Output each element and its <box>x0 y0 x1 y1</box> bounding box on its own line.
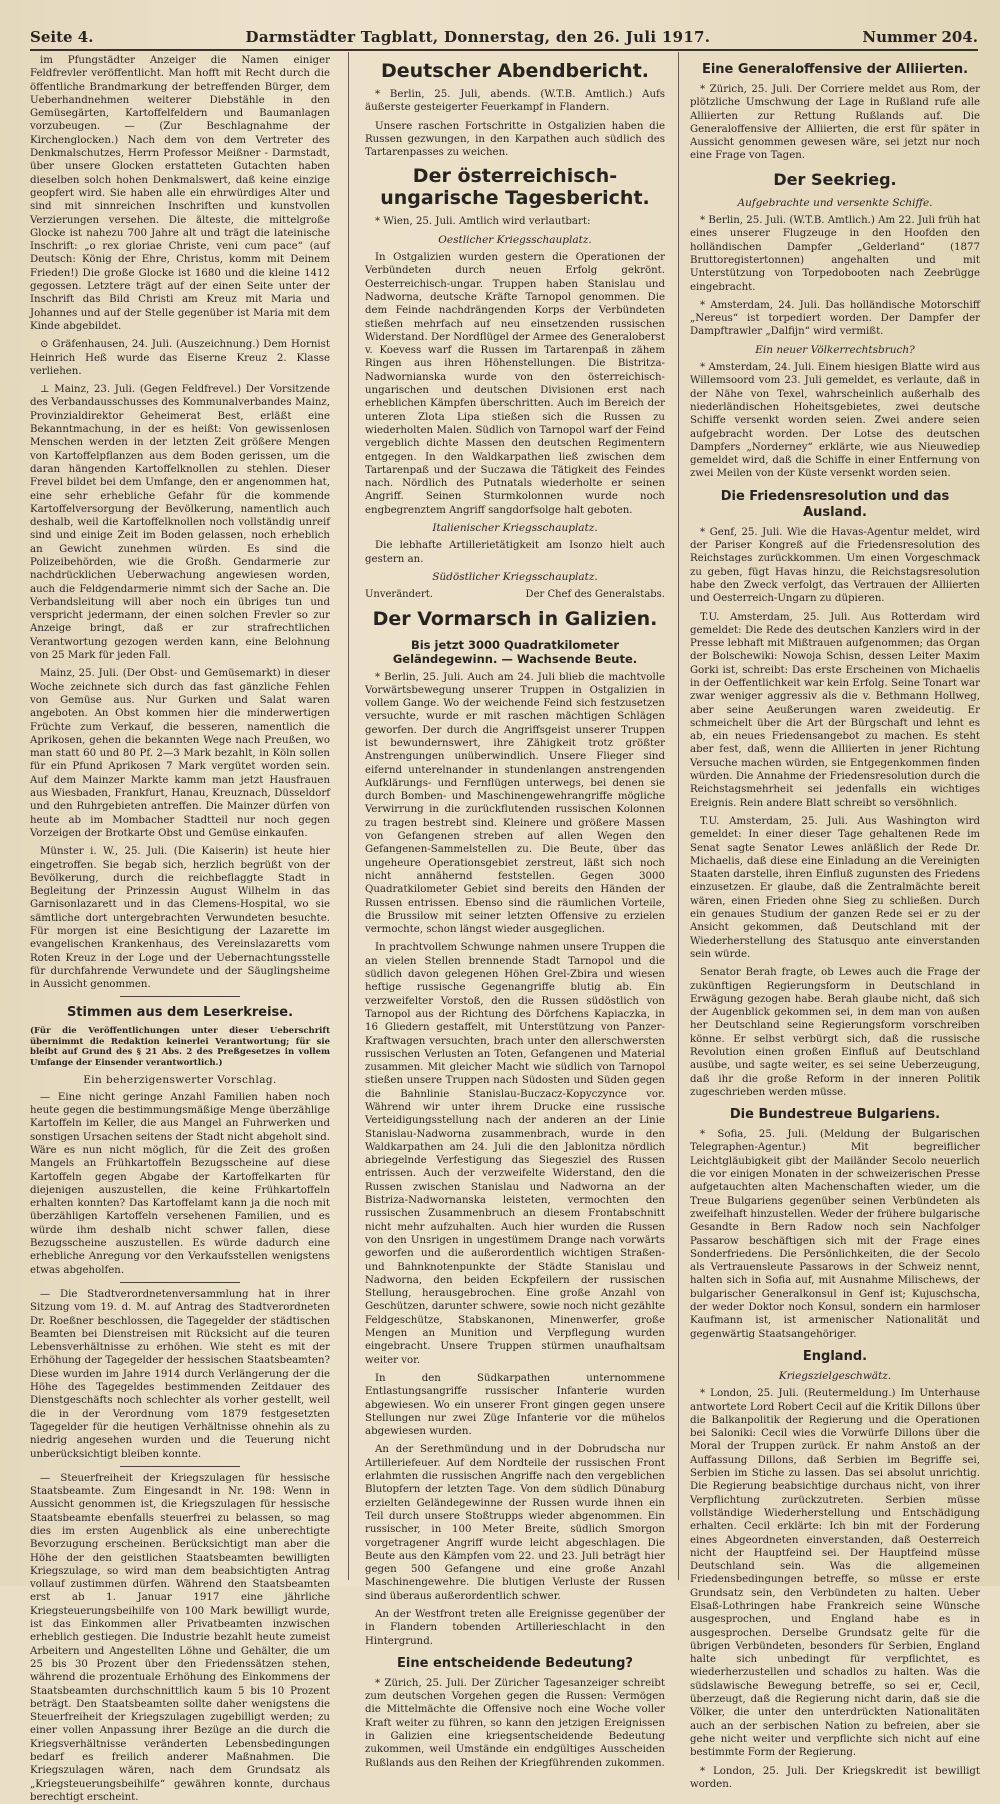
article-text: T.U. Amsterdam, 25. Juli. Aus Washington wird gemeldet: In einer dieser Tage gehaltenen Rede im Senat sagte Senator Lewes anläßlich der Rede Dr. Michaelis, daß diese eine Einladung an die Vereinigten Staaten darstelle, ihren Einfluß zugunsten des Friedens einzusetzen. Er glaube, daß die Zentralmächte bereit wären, einen Frieden ohne Sieg zu schließen. Durch ein genaues Studium der ganzen Rede sei er zu der Ansicht gekommen, daß Deutschland mit der Wiederherstellung des Statusquo ante einverstanden sein würde. <box>690 815 980 960</box>
article-text: — Eine nicht geringe Anzahl Familien haben noch heute gegen die bestimmungsmäßige Menge überzählige Kartoffeln im Keller, die aus Mangel an Fuhrwerken und sonstigen Ursachen seitens der Stadt nicht abgeholt sind. Wäre es nun nicht möglich, für die Zeit des großen Mangels an Frühkartoffeln Bezugsscheine auf diese Kartoffeln gegen Abgabe der Kartoffelkarten für diejenigen auszustellen, die keine Frühkartoffeln erhalten konnten? Das Kartoffelamt kann ja die noch mit überzähligen Kartoffeln versehenen Familien, und es würde ihm deshalb nicht schwer fallen, diese Bezugsscheine auszustellen. Es würde dadurch eine erhebliche Anregung vor den Verkaufsstellen wenigstens etwas abgeholfen. <box>30 1091 330 1276</box>
separator <box>120 996 240 997</box>
article-text: In Ostgalizien wurden gestern die Operationen der Verbündeten durch neuen Erfolg gekrönt. Oesterreichisch-ungar. Truppen haben Stanislau und Nadworna, deutsche Kräfte Tarnopol genommen. Die dem Feinde nachdrängenden Korps der Verbündeten stießen mehrfach auf neu einsetzenden russischen Widerstand. Der Nordflügel der Armee des Generaloberst v. Koevess warf die Russen im Tartarenpaß in zähem Ringen aus ihren Höhenstellungen. Die Bistritza-Nadwornianska wurde von den österreichisch-ungarischen und deutschen Divisionen erst nach erheblichen Kämpfen überschritten. Auch im Bereich der unteren Zlota Lipa stießen sich die Russen zu wiederholten Malen. Südlich von Tarnopol warf der Feind vergeblich dichte Massen den deutschen Regimentern entgegen. In den Waldkarpathen ließ zwischen dem Tartarenpaß und der Suczawa die Tätigkeit des Feindes nach. Nördlich des Putnatals wiederholte er seinen Angriff. Seinen Sturmkolonnen wurde noch engbegrenztem Angriff sangdorfsolge halt geboten. <box>365 252 665 516</box>
subheading: Aufgebrachte und versenkte Schiffe. <box>737 196 933 209</box>
column-rule-2 <box>678 52 679 1580</box>
separator <box>120 1466 240 1467</box>
article-text: An der Serethmündung und in der Dobrudscha nur Artilleriefeuer. Auf dem Nordteile der russischen Front erlahmten die russischen Angriffe nach den vergeblichen Blutopfern der letzten Tage. Von dem südlich Dünaburg erzielten Geländegewinne der Russen wurde ihnen ein Teil durch unsere Stoßtrupps wieder abgenommen. Ein russischer, in 100 Meter Breite, südlich Smorgon vorgetragener Angriff wurde leicht abgeschlagen. Die Beute aus den Kämpfen vom 22. und 23. Juli beträgt hier gegen 500 Gefangene und eine große Anzahl Maschinengewehre. Die blutigen Verluste der Russen sind überaus außerordentlich schwer. <box>365 1444 665 1602</box>
headline: Der österreichisch-ungarische Tagesbericht. <box>380 165 650 210</box>
headline: Die Friedensresolution und das Ausland. <box>720 488 950 520</box>
issue-number: Nummer 204. <box>862 28 978 46</box>
signature-line <box>365 588 665 601</box>
article-text: An der Westfront treten alle Ereignisse gegenüber der in Flandern tobenden Artillerieschlacht in den Hintergrund. <box>365 1608 665 1647</box>
page-number: Seite 4. <box>30 28 94 46</box>
article-text: * Berlin, 25. Juli, abends. (W.T.B. Amtlich.) Aufs äußerste gesteigerter Feuerkampf in Flandern. <box>365 89 665 114</box>
headline: England. <box>802 1348 868 1364</box>
article-text: ⊥ Mainz, 23. Juli. (Gegen Feldfrevel.) Der Vorsitzende des Verbandausschusses des Kommunalverbandes Mainz, Provinzialdirektor Geheimerat Best, erläßt eine Bekanntmachung, in der es heißt: Von gewissenlosen Menschen werden in der letzten Zeit größere Mengen von Kartoffelpflanzen aus dem Boden gerissen, um die daran hängenden Kartoffelknollen zu stehlen. Dieser Frevel bildet bei dem Umfange, den er angenommen hat, eine sehr erhebliche Gefahr für die kommende Kartoffelversorgung der Bevölkerung, namentlich auch deshalb, weil die Kartoffelknollen noch vollständig unreif sind und einige Zeit im Boden gelassen, noch erheblich an Gewicht zunehmen würden. Es sind die Polizeibehörden, wie die Großh. Gendarmerie zur nachdrücklichen Ueberwachung angewiesen worden, auch die Feldgendarmerie nimmt sich der Sache an. Die Verbandsleitung will aber noch ein übriges tun und verspricht jedermann, der einen solchen Frevler so zur Anzeige bringt, daß er zur strafrechtlichen Verantwortung gezogen werden kann, eine Belohnung von 25 Mark für jeden Fall. <box>30 384 330 662</box>
separator <box>120 1282 240 1283</box>
report-signature: Der Chef des Generalstabs. <box>525 589 665 601</box>
subheading: Kriegszielgeschwätz. <box>778 1369 892 1382</box>
article-text: Senator Berah fragte, ob Lewes auch die Frage der zukünftigen Regierungsform in Deutschland in Erwägung gezogen habe. Berah glaube nicht, daß sich der Augenblick gekommen sei, in dem man von außen her Deutschland seine Regierungsform vorschreiben könne. Er selbst verbürgt sich, daß die russische Revolution einen großen Einfluß auf Deutschland ausübe, und sagte weiter, es sei seine Ueberzeugung, daß ihr die große Reform in der inneren Politik zugeschrieben werden müsse. <box>690 967 980 1098</box>
masthead <box>30 24 978 51</box>
article-text: Unsere raschen Fortschritte in Ostgalizien haben die Russen gezwungen, in den Karpathen auch südlich des Tartarenpasses zu weichen. <box>365 120 665 159</box>
article-text: * Genf, 25. Juli. Wie die Havas-Agentur meldet, wird der Pariser Kongreß auf die Friedensresolution des Reichstages zurückkommen. Um einen Vorgeschmack zu geben, fügt Havas hinzu, die Reichstagsresolution habe den Zweck verfolgt, das Vertrauen der Alliierten und Oesterreich-Ungarn zu düpieren. <box>690 526 980 605</box>
article-text: * Amsterdam, 24. Juli. Das holländische Motorschiff „Nereus“ ist torpediert worden. Der Dampfer der Dampftrawler „Dalfijn“ wird vermißt. <box>690 299 980 338</box>
subheading: Oestlicher Kriegsschauplatz. <box>438 233 592 246</box>
headline: Deutscher Abendbericht. <box>380 60 649 82</box>
article-text: im Pfungstädter Anzeiger die Namen einiger Feldfrevler veröffentlicht. Man hofft mit Recht durch die öffentliche Brandmarkung der betreffenden Bürger, dem Ueberhandnehmen weiterer Diebstähle in den Gemüsegärten, Kartoffelfeldern und Baumanlagen vorzubeugen. — (Zur Beschlagnahme der Kirchenglocken.) Nach dem von dem Vertreter des Denkmalschutzes, Herrn Professor Meißner - Darmstadt, über unsere Glocken erstatteten Gutachten haben dieselben solch hohen Denkmalswert, daß keine einzige geopfert wird. Sie haben alle ein ehrwürdiges Alter und sind mit sinnreichen Inschriften und kunstvollen Verzierungen versehen. Die älteste, die mittelgroße Glocke ist nahezu 700 Jahre alt und trägt die lateinische Inschrift: „o rex gloriae Christe, veni cum pace“ (auf Deutsch: König der Ehre, Christus, komm mit Deinem Frieden!) Die große Glocke ist 1680 und die kleine 1412 gegossen. Letztere trägt auf der einen Seite unter der Inschrift das Bild Christi am Kreuz mit Maria und Johannes und auf der Stelle gegenüber ist Maria mit dem Kinde abgebildet. <box>30 55 330 332</box>
column-2 <box>365 54 665 1769</box>
article-text: * Zürich, 25. Juli. Der Züricher Tagesanzeiger schreibt zum deutschen Vorgehen gegen die Russen: Vermögen die Mittelmächte die Offensive noch eine Woche voller Kraft weiter zu führen, so kann den jetzigen Ereignissen in Galizien eine kriegsentscheidende Bedeutung zukommen, weil Umstände ein endgültiges Ausscheiden Rußlands aus den Reihen der Kriegführenden zukommen. <box>365 1677 665 1769</box>
article-text: * Zürich, 25. Juli. Der Corriere meldet aus Rom, der plötzliche Umschwung der Lage in Rußland rufe alle Alliierten zur Rettung Rußlands auf. Die Generaloffensive der Alliierten, die erst für später in Aussicht genommen gewesen wäre, sei jetzt nur noch eine Frage von Tagen. <box>690 84 980 162</box>
subheading: Ein beherzigenswerter Vorschlag. <box>83 1074 277 1087</box>
article-text: Die lebhafte Artillerietätigkeit am Isonzo hielt auch gestern an. <box>365 540 665 565</box>
article-text: ⊙ Gräfenhausen, 24. Juli. (Auszeichnung.) Dem Hornist Heinrich Heß wurde das Eiserne Kreuz 2. Klasse verliehen. <box>30 339 330 377</box>
article-text: In prachtvollem Schwunge nahmen unsere Truppen die an vielen Stellen brennende Stadt Tarnopol und die südlich davon gelegenen Höhen Grel-Zbira und wiesen heftige russische Gegenangriffe blutig ab. Ein verzweifelter Vorstoß, den die Russen südöstlich von Tarnopol aus der Richtung des Dörfchens Kapiaczka, in 16 Gliedern gestaffelt, mit Unterstützung von Panzer-Kraftwagen versuchten, brach unter den allerschwersten russischen Verlusten an Toten, Gefangenen und Material zusammen. Mit gleicher Macht wie südlich von Tarnopol stießen unsere Truppen nach Südosten und Süden gegen die Bahnlinie Stanislau-Buczacz-Kopyczynce vor. Während wir unter ihrem Drucke eine russische Verteidigungsstellung nach der anderen an der Linie Stanislau-Nadworna zusammenbrach, wurde in den Waldkarpathen am 24. Juli die den Jablonitza nördlich abriegelnde Verfestigung das Siegesziel des Russen entrissen. Auch der verzweifelte Widerstand, den die Russen zwischen Stanislau und Nadworna an der Bistriza-Nadwornanska leisteten, vermochten den russischen Zusammenbruch an diesem Frontabschnitt nicht mehr aufzuhalten. Auch hier wurden die Russen von den Unsrigen in ungestümem Drange nach vorwärts geworfen und die außerordentlich wichtigen Straßen- und Bahnknotenpunkte der Städte Stanislau und Nadworna, den beiden Eckpfeilern der russischen Stellung, herausgebrochen. Eine große Anzahl von Geschützen, darunter schwere, sowie noch nicht gezählte Feldgeschütze, Stabskanonen, Minenwerfer, große Mengen an Munition und Verpflegung wurden eingebracht. Unsere Truppen stürmen unaufhaltsam weiter vor. <box>365 942 665 1366</box>
article-text: * Wien, 25. Juli. Amtlich wird verlautbart: <box>375 216 591 228</box>
article-text: Münster i. W., 25. Juli. (Die Kaiserin) ist heute hier eingetroffen. Sie begab sich, herzlich begrüßt von der Bevölkerung, durch die reichbeflaggte Stadt in Begleitung der Prinzessin August Wilhelm in das Garnisonlazarett und in das Clemens-Hospital, wo sie sämtliche dort untergebrachten Verwundeten besuchte. Für morgen ist eine Besichtigung der Lazarette im evangelischen Krankenhaus, des Vereinslazaretts vom Roten Kreuz in der Loge und der Uebernachtungsstelle für durchfahrende Verwundete und der Säuglingsheime in Aussicht genommen. <box>30 846 330 991</box>
article-text: * London, 25. Juli. Der Kriegskredit ist bewilligt worden. <box>690 1765 980 1790</box>
headline: Der Seekrieg. <box>773 169 897 189</box>
newspaper-title-date: Darmstädter Tagblatt, Donnerstag, den 26. Juli 1917. <box>245 28 711 46</box>
headline: Der Vormarsch in Galizien. <box>372 607 658 630</box>
article-text: * Berlin, 25. Juli. (W.T.B. Amtlich.) Am 22. Juli früh hat eines unserer Flugzeuge in den Hoofden den holländischen Dampfer „Gelderland“ (1877 Bruttoregistertonnen) angehalten und mit Unterstützung von Torpedobooten nach Zeebrügge eingebracht. <box>690 215 980 293</box>
report-status: Unverändert. <box>365 589 433 601</box>
column-3 <box>690 54 980 1790</box>
headline: Eine entscheidende Bedeutung? <box>397 1655 633 1671</box>
section-heading: Stimmen aus dem Leserkreise. <box>66 1005 294 1021</box>
article-text: Mainz, 25. Juli. (Der Obst- und Gemüsemarkt) in dieser Woche zeichnete sich durch das fast gänzliche Fehlen von Gemüse aus. Nur Gurken und Salat waren angeboten. An Obst kommen hier die minderwertigen Früchte zum Verkauf, die besseren, namentlich die Aprikosen, gehen die bekannten Wege nach Preußen, wo man statt 60 und 80 Pf. 2—3 Mark bezahlt, in Köln sollen für ein Pfund Aprikosen 7 Mark vergütet worden sein. Auf dem Mainzer Markte kamm man jetzt Hausfrauen aus Wiesbaden, Frankfurt, Hanau, Kreuznach, Düsseldorf und den Ruhrgebieten antreffen. Die Mainzer dürfen von heute ab im Mombacher Stadtteil nur noch gegen Vorzeigen der Brotkarte Obst und Gemüse einkaufen. <box>30 668 330 839</box>
subheading: Südöstlicher Kriegsschauplatz. <box>432 570 598 583</box>
article-text: * Sofia, 25. Juli. (Meldung der Bulgarischen Telegraphen-Agentur.) Mit begreiflicher Leichtgläubigkeit gibt der Mailänder Secolo neuerlich die vor einigen Monaten in der schweizerischen Presse aufgetauchten alten Machenschaften wieder, um die Treue Bulgariens gegenüber seinen Verbündeten als zweifelhaft hinzustellen. Weder der frühere bulgarische Gesandte in Bern Radow noch sein Nachfolger Passarow beschäftigen sich mit der Frage eines Sonderfriedens. Die Persönlichkeiten, die der Secolo als Vertrauensleute Passarows in der Schweiz nennt, halten sich in Sofia auf, mit Ausnahme Milischews, der bulgarischer Generalkonsul in Genf ist; Kujuschscha, der weder Doktor noch Konsul, sondern ein harmloser Kaufmann ist, ist armenischer Nationalität und gegenwärtig Staatsangehöriger. <box>690 1129 980 1340</box>
headline: Eine Generaloffensive der Alliierten. <box>701 62 969 77</box>
column-rule-1 <box>348 52 349 1580</box>
subheading: Ein neuer Völkerrechtsbruch? <box>755 343 915 356</box>
article-text: * London, 25. Juli. (Reutermeldung.) Im Unterhause antwortete Lord Robert Cecil auf die Kritik Dillons über die Balkanpolitik der Regierung und die Operationen bei Saloniki: Cecil wies die Vorwürfe Dillons über die Moral der Truppen zurück. Er nahm Anstoß an der Auffassung Dillons, daß Serbien im Begriffe sei, Serbien im Stiche zu lassen. Das sei absolut unrichtig. Die Regierung beabsichtige durchaus nicht, von ihrer Verpflichtung zurückzutreten. Serbien müsse vollständige Wiederherstellung und Entschädigung erhalten. Cecil erklärte: Ich bin mit der Forderung eines Abgeordneten einverstanden, daß Oesterreich nicht der Hauptfeind sei. Der Hauptfeind müsse Deutschland sein. Was die allgemeinen Friedensbedingungen betreffe, so müsse er erste Grundsatz sein, den Verbündeten zu halten. Ueber Elsaß-Lothringen habe Frankreich seine Wünsche ausgesprochen, und England habe es in ausgesprochen. Derselbe Grundsatz gelte für die übrigen Verbündeten, besonders für Serbien, England halte sich unbedingt für verpflichtet, es wiederherzustellen und schadlos zu halten. Was die südslawische Bewegung betreffe, so sei er, Cecil, überzeugt, daß die Regierung nicht darin, daß sie die Völker, die unter den unterdrückten Nationalitäten auch an der serbischen Nation zu befreien, aber sie gehe nicht weiter und verpflichte sich nicht auf eine bestimmte Form der Regierung. <box>690 1388 980 1759</box>
column-1 <box>30 54 330 1803</box>
article-text: * Berlin, 25. Juli. Auch am 24. Juli blieb die machtvolle Vorwärtsbewegung unserer Truppen in Ostgalizien in vollem Gange. Wo der weichende Feind sich festzusetzen versuchte, wurde er mit raschen mächtigen Schlägen geworfen. Der durch die Angriffsgeist unserer Truppen ist bewundernswert, ihre Zähigkeit trotz größter Anstrengungen unüberwindlich. Unsere Flieger sind eifernd unterelnander in stundenlangen anstrengenden Aufklärungs- und Fernflügen unterwegs, bei denen sie durch Bomben- und Maschinengewehrangriffe mögliche Verwirrung in die zurückflutenden russischen Kolonnen zu tragen bestrebt sind. Kleinere und größere Massen von Gefangenen streben auf allen Wegen den Gefangenen-Sammelstellen zu. Die Beute, über das ungeheure Operationsgebiet zerstreut, läßt sich noch nicht annähernd feststellen. Gegen 3000 Quadratkilometer Gebiet sind bereits den Händen der Russen entrissen. Ebenso sind die räumlichen Vorteile, die Brussilow mit seiner letzten Offensive zu erzielen vermochte, schon längst wieder ausgeglichen. <box>365 671 665 936</box>
article-text: — Steuerfreiheit der Kriegszulagen für hessische Staatsbeamte. Zum Eingesandt in Nr. 198: Wenn in Aussicht genommen ist, die Kriegszulagen für hessische Staatsbeamte ebenfalls steuerfrei zu belassen, so mag dies im ersten Augenblick als eine unberechtigte Bevorzugung erscheinen. Berücksichtigt man aber die Höhe der den geistlichen Staatsbeamten bewilligten Kriegszulage, so wird man dem beabsichtigten Antrag vollauf zustimmen dürfen. Während den Staatsbeamten erst ab 1. Januar 1917 eine jährliche Kriegsteuerungsbeihilfe von 100 Mark bewilligt wurde, ist das Einkommen aller Privatbeamten inzwischen erheblich gestiegen. Die Industrie bezahlt heute zumeist Arbeitern und Angestellten Löhne und Gehälter, die um 25 bis 30 Prozent über den Friedenssätzen stehen, während die prozentuale Erhöhung des Einkommens der Staatsbeamten durchschnittlich kaum 5 bis 10 Prozent beträgt. Den Staatsbeamten sollte daher wenigstens die Steuerfreiheit der Kriegszulagen zugebilligt werden; zu einer vollen Anpassung ihrer Bezüge an die durch die Kriegsverhältnisse veränderten Lebensbedingungen bedarf es freilich anderer Maßnahmen. Die Kriegszulagen wären, nach dem Grundsatz als „Kriegsteuerungsbeihilfe“ gewähren konnte, durchaus berechtigt erscheint. <box>30 1472 330 1803</box>
article-text: In den Südkarpathen unternommene Entlastungsangriffe russischer Infanterie wurden abgewiesen. Wo ein unserer Front gingen gegen unsere Stellungen nur zwei Züge Infanterie vor die mühelos abgewiesen wurden. <box>365 1372 665 1438</box>
article-text: T.U. Amsterdam, 25. Juli. Aus Rotterdam wird gemeldet: Die Rede des deutschen Kanzlers wird in der Presse lebhaft mit Mißtrauen aufgenommen; das Organ der Bolschewiki: Nowoja Schisn, dessen Leiter Maxim Gorki ist, schreibt: Das erste Erscheinen von Michaelis in der Oeffentlichkeit war kein Erfolg. Seine Tonart war zwar weniger aggressiv als die v. Bethmann Hollweg, aber seine Aeußerungen waren zweideutig. Er schmeichelt über die Art der Bürgschaft und lehnt es ab, ein neues Friedensangebot zu machen. Es steht aber fest, daß, wenn die Alliierten in jener Richtung Versuche machen würden, sie Entgegenkommen finden würden. Die Annahme der Friedensresolution durch die Reichstagsmehrheit sei jedenfalls ein wichtiges Ereignis. Rein andere Blatt schreibt so versöhnlich. <box>690 611 980 809</box>
headline-subtitle: Bis jetzt 3000 Quadratkilometer Geländegewinn. — Wachsende Beute. <box>392 637 638 666</box>
headline: Die Bundestreue Bulgariens. <box>729 1107 941 1123</box>
editorial-note: (Für die Veröffentlichungen unter dieser Ueberschrift übernimmt die Redaktion keinerlei Verantwortung; für sie bleibt auf Grund des § 21 Abs. 2 des Preßgesetzes in vollem Umfange der Einsender verantwortlich.) <box>30 1026 330 1068</box>
article-text: — Die Stadtverordnetenversammlung hat in ihrer Sitzung vom 19. d. M. auf Antrag des Stadtverordneten Dr. Roeßner beschlossen, die Tagegelder der städtischen Beamten bei Dienstreisen mit Rücksicht auf die teuren Lebensverhältnisse zu erhöhen. Wie steht es mit der Erhöhung der Tagegelder der hessischen Staatsbeamten? Diese wurden im Jahre 1914 durch Verlängerung der die Höhe des Tagegeldes bestimmenden Zeitdauer des Dienstgeschäfts noch schlechter als vorher gestellt, weil die in der Verordnung vom 1879 festgesetzten Tagegelder für die heutigen Verhältnisse ohnehin als zu niedrig angesehen wurden und die Teuerung nicht unberücksichtigt bleiben konnte. <box>30 1288 330 1460</box>
subheading: Italienischer Kriegsschauplatz. <box>432 522 598 535</box>
article-text: * Amsterdam, 24. Juli. Einem hiesigen Blatte wird aus Willemsoord vom 23. Juli gemeldet, es verlaute, daß in der Nähe von Texel, wahrscheinlich außerhalb des niederländischen Hoheitsgebietes, zwei deutsche Schiffe versenkt worden seien. Zwei andere seien aufgebracht worden. Der Lotse des deutschen Dampfers „Norderney“ erklärte, wie aus Nieuwediep gemeldet wird, daß die Schiffe in einer Entfernung von zwei Meilen von der Küste versenkt worden seien. <box>690 362 980 480</box>
